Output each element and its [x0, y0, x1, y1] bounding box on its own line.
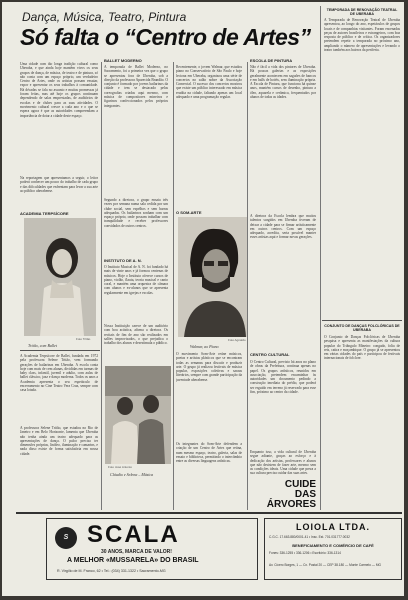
scala-slogan: A MELHOR «MUSSARELA» DO BRASIL: [67, 557, 199, 564]
cuide-das-arvores: [264, 480, 316, 510]
column-2-text-4: Nossa Instituição carece de um auditório com boa acústica, afirma a diretora. Os recitais de fim de ano são realizados em salões improvisados, o que prejudica o trabalho dos alunos e desestimula o público.: [104, 324, 168, 346]
box-teatro-title: TEMPORADA DE RENOVAÇÃO TEATRAL DE UBERABA: [326, 8, 398, 16]
photo-man: [178, 217, 248, 337]
photo-caption: Walmar, ao Piano: [190, 344, 219, 349]
section-instituto: INSTITUTO DE A. N.: [104, 258, 142, 263]
intro-text: Uma cidade com tão longa tradição cultural como Uberaba, e que ainda hoje mantém vivos os seus grupos de dança, de música, de teatro e de pintura, só não conta com um espaço próprio, um verdadeiro Centro de Artes, onde os artistas possam ensaiar, expor e apresentar os seus trabalhos à comunidade. Há décadas se fala no assunto e muitas promessas já foram feitas, mas até hoje os grupos continuam dependendo de salas emprestadas, de auditórios de escolas e de clubes para as suas atividades. O movimento cultural cresce a cada ano e o que se espera agora é que as autoridades compreendam a importância de dotar a cidade deste espaço.: [20, 62, 98, 118]
scala-tagline: 30 ANOS, MARCA DE VALOR!: [101, 549, 172, 555]
photo-caption: Tritão, com Ballet: [28, 343, 57, 348]
scala-address: R. Virgílio de M. Franco, 62 • Tel.: (034) 331-1322 • Sacramento-MG: [57, 569, 166, 573]
box-dancas-title: CONJUNTO DE DANÇAS FOLCLÓRICAS DE UBERABA: [324, 324, 400, 332]
loiola-address: Av. Cícero Borges, 1 — Cx. Postal 20 — CEP 38.180 — Monte Carmelo — MG: [269, 563, 381, 567]
loiola-reg: C.G.C. 17.663.880/0001-41 • Insc. Est. 701.031777.0032: [269, 535, 350, 539]
column-2-text: A temporada de Ballet Moderno, no Sacramento, foi a primeira vez que o grupo se apresentou fora de Uberaba, sob a direção da professora Aparecida Brandão. O conjunto é formado por jovens bailarinos da cidade e tem se destacado pelas coreografias criadas aqui mesmo, com música de compositores mineiros e figurinos confeccionados pelos próprios integrantes.: [104, 65, 168, 108]
scala-logo: S: [55, 527, 77, 549]
photo-credit: Foto José Antonio: [108, 465, 133, 469]
loiola-desc: BENEFICIAMENTO E COMÉRCIO DE CAFÉ: [292, 543, 374, 548]
photo-caption: Cláudio e Selena – Música: [110, 472, 154, 477]
column-2-text-2: Segundo a diretora, o grupo ensaia três vezes por semana numa sala cedida por um clube social, sem espelhos e sem barras adequadas. Os bailarinos sonham com um espaço próprio, onde possam trabalhar com tranquilidade e receber professores convidados de outros centros.: [104, 198, 168, 228]
column-3-text-2: O movimento Som-Arte reúne músicos, poetas e artistas plásticos que se encontram todas as semanas para discutir e produzir arte. O grupo já realizou festivais de música popular, exposições coletivas e saraus literários, sempre com grande participação da juventude uberabense.: [176, 352, 242, 382]
section-escola: ESCOLA DE PINTURA: [250, 58, 293, 63]
cuide-line-2: ÁRVORES: [266, 499, 316, 510]
column-4-text-2: A diretora da Escola lembra que muitos talentos surgidos em Uberaba tiveram de deixar a cidade para se firmar artisticamente em outros centros. Com um espaço adequado, acredita, seria possível manter esses artistas aqui e formar novas gerações.: [250, 214, 316, 240]
headline: Só falta o “Centro de Artes”: [20, 24, 311, 50]
photo-credit: Foto Agnaldo: [228, 338, 246, 342]
box-dancas-text: O Conjunto de Danças Folclóricas de Uberaba pesquisa e apresenta as manifestações da cultura popular do Triângulo Mineiro: congado, folia de reis, catira e moçambique. O grupo já se apresentou em várias cidades do país e participou de festivais internacionais de folclore.: [324, 335, 400, 361]
column-4-text-3: O Centro Cultural, previsto há anos no plano de obras da Prefeitura, continua apenas no papel. Os grupos artísticos, reunidos em associação, pretendem encaminhar às autoridades um documento pedindo a construção imediata do prédio, que poderá ser erguido em terreno já reservado para esse fim, próximo ao centro da cidade.: [250, 360, 316, 395]
section-ballet: BALLET MODERNO: [104, 58, 142, 63]
intro-text-2: Na reportagem que apresentamos a seguir, o leitor poderá conhecer um pouco do trabalho de cada grupo e das dificuldades que enfrentam para levar a sua arte ao público uberabense.: [20, 176, 98, 193]
column-4-text: Não é fácil a vida dos pintores de Uberaba. Há poucas galerias e as exposições geralmente acontecem em saguões de bancos e em halls de hotéis, sem iluminação própria. A Escola de Pintura, que funciona há quinze anos, mantém cursos de desenho, pintura a óleo, aquarela e cerâmica, frequentados por alunos de todas as idades.: [250, 65, 316, 100]
box-teatro-text: A Temporada de Renovação Teatral de Uberaba apresentou, ao longo do ano, espetáculos de grupos locais e de companhias visitantes. Foram encenadas peças de autores brasileiros e estrangeiros, com boa resposta de público e de crítica. Os organizadores pretendem repetir a temporada no próximo ano, ampliando o número de apresentações e levando o teatro também aos bairros da periferia.: [324, 18, 400, 53]
ad-loiola: [264, 518, 402, 580]
column-1-text: A Academia Terpsícore de Ballet, fundada em 1972 pela professora Selene Tritão, vem formando gerações de bailarinas em Uberaba. A escola conta hoje com mais de cem alunas, divididas em turmas de baby class, infantil, juvenil e adulto, com aulas de ballet clássico, jazz e dança moderna. Todos os anos a Academia apresenta o seu espetáculo de encerramento no Cine Teatro Vera Cruz, sempre com casa lotada.: [20, 354, 98, 393]
column-1-text-2: A professora Selene Tritão, que estudou no Rio de Janeiro e em Belo Horizonte, lamenta que Uberaba não tenha ainda um teatro adequado para as apresentações de dança. O palco precisa ter dimensões próprias, linóleo, iluminação e camarins, e nada disso existe de forma satisfatória em nossa cidade.: [20, 426, 98, 456]
newspaper-page: [2, 2, 404, 596]
loiola-name: LOIOLA LTDA.: [296, 522, 370, 532]
loiola-phones: Fones: 336-1255 • 336-1206 • Escritório: 336-1314: [269, 551, 341, 555]
photo-ballet: [24, 218, 96, 336]
column-2-text-3: O Instituto Musical de A. N. foi fundado há mais de vinte anos e já formou centenas de músicos. Hoje o Instituto oferece cursos de piano, violão, flauta, teoria musical e canto coral, e mantém uma orquestra de câmara com alunos e ex-alunos que se apresenta regularmente em igrejas e escolas.: [104, 265, 168, 295]
section-centro: CENTRO CULTURAL: [250, 352, 290, 357]
scala-brand: SCALA: [87, 521, 180, 548]
cuide-line-1: CUIDE DAS: [284, 479, 316, 500]
photo-group: [105, 366, 171, 464]
section-som-arte: O SOM-ARTE: [176, 210, 202, 215]
kicker: Dança, Música, Teatro, Pintura: [22, 10, 187, 24]
column-3-text-3: Os integrantes do Som-Arte defendem a criação de um Centro de Artes que reúna, num mesmo espaço, teatro, galeria, salas de ensaio e biblioteca, permitindo o intercâmbio entre as diversas linguagens artísticas.: [176, 442, 242, 464]
photo-credit: Foto Tritão: [76, 337, 91, 341]
column-4-text-4: Enquanto isso, a vida cultural de Uberaba segue adiante, graças ao esforço e à dedicação dos artistas, professores e alunos que não desistem de fazer arte, mesmo sem as condições ideais. Uma cidade que preza a sua cultura precisa cuidar das suas artes.: [250, 450, 316, 476]
section-academia: ACADEMIA TERPSÍCORE: [20, 211, 69, 216]
column-3-text: Recentemente, o jovem Walmar, que estudou piano no Conservatório de São Paulo e hoje leciona em Uberaba, organizou uma série de concertos no salão nobre da Associação Comercial. O sucesso dos concertos mostrou que existe um público interessado em música erudita na cidade, faltando apenas um local adequado e uma programação regular.: [176, 65, 242, 100]
ad-scala: [46, 518, 258, 580]
